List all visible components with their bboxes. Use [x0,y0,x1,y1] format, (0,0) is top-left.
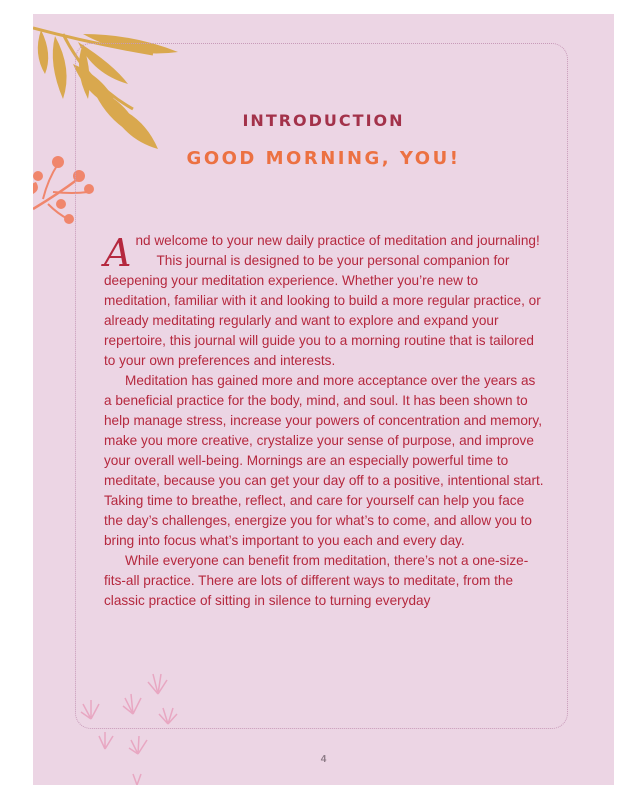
drop-cap: A [104,231,132,275]
paragraph-2: This journal is designed to be your personal companion for deepening your meditation experience. Whether you’re new to meditation, familiar with it and looking to build a more regular practice, or already meditating regularly and want to explore and expand your repertoire, this journal will guide you to a morning routine that is tailored to your own preferences and interests. [104,253,541,368]
paragraph-3: Meditation has gained more and more acceptance over the years as a beneficial practice for the body, mind, and soul. It has been shown to help manage stress, increase your powers of concentration and memory, make you more creative, crystalize your sense of purpose, and improve your overall well-being. Mornings are an especially powerful time to meditate, because you can get your day off to a positive, intentional start. Taking time to breathe, reflect, and care for yourself can help you face the day’s challenges, energize you for what’s to come, and allow you to bring into focus what’s important to you each and every day. [104,373,544,548]
page-number: 4 [320,754,327,765]
body-text [104,231,546,611]
paragraph-1 [104,231,546,275]
paragraph-4: While everyone can benefit from meditation, there’s not a one-size-fits-all practice. There are lots of different ways to meditate, from the classic practice of sitting in silence to turning everyday [104,553,529,608]
paragraph-1-text: nd welcome to your new daily practice of meditation and journaling! [135,233,540,248]
section-heading: INTRODUCTION [242,111,405,130]
page-title: GOOD MORNING, YOU! [186,148,461,169]
book-page [33,14,614,785]
